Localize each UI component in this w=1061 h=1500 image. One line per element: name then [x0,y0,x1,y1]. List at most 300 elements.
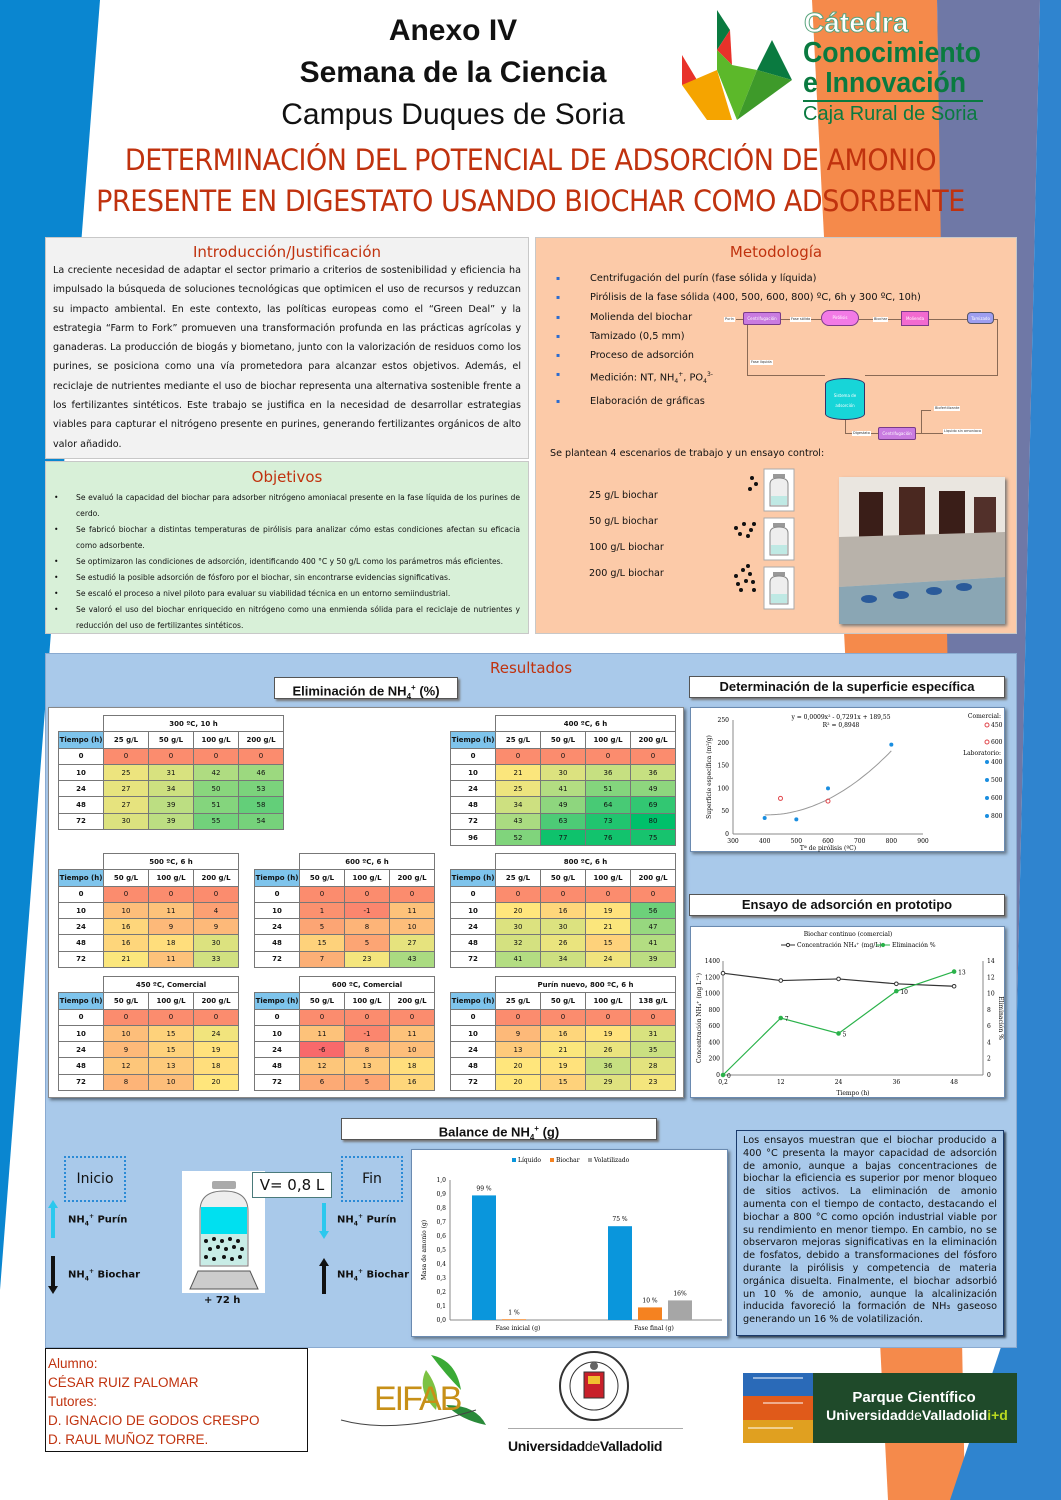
data-label: 16% [673,1290,687,1298]
table-title: 600 ºC, 6 h [300,854,435,870]
flow-label-ammonia-free-liquid: Líquido sin amoniaco [944,429,982,433]
column-header: 100 g/L [149,870,194,886]
column-header: 25 g/L [496,870,541,886]
flow-milling: Molienda [901,311,929,326]
y-axis-label: Masa de amonio (g) [421,1219,428,1281]
y-axis-label: Superficie específica (m²/g) [706,735,713,819]
value-cell: 30 [541,764,586,780]
y2-tick-label: 10 [987,990,995,998]
x-tick-label: 0,2 [718,1079,728,1086]
value-cell: 50 [194,781,239,797]
column-header: 50 g/L [541,993,586,1009]
annex-label: Anexo IV [388,14,518,47]
data-label: 5 [842,1031,847,1039]
column-header: 200 g/L [390,993,435,1009]
y-tick-label: 800 [708,1006,720,1014]
value-cell: 0 [104,886,149,902]
column-header: 25 g/L [104,732,149,748]
y-tick-label: 250 [717,717,729,724]
value-cell: 43 [496,813,541,829]
time-cell: 72 [451,1074,496,1090]
column-header: 50 g/L [104,870,149,886]
value-cell: 16 [541,902,586,918]
table-row [59,1074,239,1090]
value-cell: 19 [541,1058,586,1074]
value-cell: 27 [390,935,435,951]
value-cell: 0 [390,1009,435,1025]
value-cell: 54 [239,813,284,829]
value-cell: 23 [345,951,390,967]
bar [502,1319,526,1320]
scenarios-intro: Se plantean 4 escenarios de trabajo y un ensayo control: [550,448,825,459]
poster-title-line1: DETERMINACIÓN DEL POTENCIAL DE ADSORCIÓN DE AMONIO [124,143,937,177]
time-cell: 24 [255,919,300,935]
time-cell: 72 [451,813,496,829]
table-row [451,1042,676,1058]
column-header: 100 g/L [345,993,390,1009]
value-cell: 36 [586,764,631,780]
y-tick-label: 600 [708,1023,720,1031]
trend-r2: R² = 0,8948 [822,722,860,729]
time-cell: 48 [451,935,496,951]
table-row [59,764,284,780]
table-row [451,813,676,829]
value-cell: 8 [345,919,390,935]
value-cell: 15 [149,1042,194,1058]
table-row [255,1025,435,1041]
value-cell: 52 [496,830,541,846]
value-cell: -1 [345,1025,390,1041]
legend-label: 450 [991,722,1003,729]
arrow-down-icon [48,1256,58,1294]
value-cell: 35 [631,1042,676,1058]
value-cell: 12 [300,1058,345,1074]
time-cell: 72 [255,1074,300,1090]
time-cell: 0 [59,886,104,902]
data-point [763,816,767,820]
intro-section [45,237,529,459]
legend-heading: Laboratorio: [963,750,1001,757]
value-cell: 80 [631,813,676,829]
value-cell: 18 [149,935,194,951]
value-cell: 20 [496,1058,541,1074]
time-cell: 48 [451,797,496,813]
value-cell: 49 [631,781,676,797]
value-cell: 16 [104,919,149,935]
y2-tick-label: 8 [987,1006,991,1014]
legend-label: 400 [991,759,1003,766]
value-cell: 18 [194,1058,239,1074]
data-point [952,984,956,988]
value-cell: 64 [586,797,631,813]
uva-seal [558,1350,630,1422]
value-cell: 0 [149,1009,194,1025]
value-cell: 31 [631,1025,676,1041]
legend-label: Biochar [556,1157,580,1164]
y-tick-label: 0,5 [436,1247,446,1254]
legend-label: 800 [991,813,1003,820]
y-tick-label: 0 [716,1072,720,1079]
value-cell: 69 [631,797,676,813]
y-tick-label: 150 [717,762,729,770]
value-cell: 41 [496,951,541,967]
flow-label-liquid: Fase líquida [751,360,772,364]
table-row [59,951,239,967]
value-cell: 0 [631,1009,676,1025]
start-nh4-biochar: $NH_4^+$ Biochar [68,1268,141,1283]
value-cell: 46 [239,764,284,780]
legend-swatch [512,1158,516,1162]
legend-swatch [588,1158,592,1162]
column-header: 100 g/L [194,732,239,748]
x-tick-label: 900 [917,838,929,845]
logo-divider [803,100,983,102]
value-cell: 39 [631,951,676,967]
time-cell: 24 [451,781,496,797]
column-header: 200 g/L [239,732,284,748]
scenario-bottles-icon [726,466,801,616]
value-cell: 8 [104,1074,149,1090]
flow-label-biochar: Biochar [874,317,888,321]
time-cell: 10 [451,902,496,918]
x-axis-label: Tiempo (h) [836,1090,870,1097]
method-step: ▪ Centrifugación del purín (fase sólida y líquida) [556,269,1016,288]
balance-chart [411,1149,728,1337]
elimination-table [450,853,676,968]
value-cell: 53 [239,781,284,797]
value-cell: 0 [104,748,149,764]
data-label: 7 [784,1016,789,1023]
event-name: Semana de la Ciencia [299,56,607,89]
table-row [59,919,239,935]
method-step: ▪ Medición: NT, $NH_4^+$, $PO_4^{3-}$ [556,365,1016,392]
flow-centrifugation-1: Centrifugación [743,312,781,325]
value-cell: 10 [104,1025,149,1041]
value-cell: -1 [345,902,390,918]
time-cell: 0 [255,886,300,902]
y-tick-label: 0,2 [436,1289,446,1296]
value-cell: 23 [631,1074,676,1090]
table-row [451,1074,676,1090]
value-cell: 32 [496,935,541,951]
table-row [59,781,284,797]
time-cell: 10 [59,764,104,780]
objective-item: • Se fabricó biochar a distintas temperaturas de pirólisis para analizar cómo estas condiciones afectan su eficacia como adsorbente. [54,522,520,554]
table-row [255,919,435,935]
data-point [889,743,893,747]
data-point [895,989,899,993]
arrow-up-icon [319,1258,329,1294]
y-tick-label: 100 [717,785,729,793]
flow-label-biofertilizer: Biofertilizante [935,406,960,410]
table-title: 500 ºC, 6 h [104,854,239,870]
time-cell: 24 [451,1042,496,1058]
parque-cientifico-logo: Parque Científico UniversidaddeValladolidi+d [743,1373,1017,1443]
value-cell: 26 [586,1042,631,1058]
value-cell: -6 [300,1042,345,1058]
value-cell: 10 [390,919,435,935]
surface-area-chart [690,707,1005,852]
table-row [451,764,676,780]
table-row [451,886,676,902]
table-row [255,1042,435,1058]
value-cell: 28 [631,1058,676,1074]
legend-marker [985,740,989,744]
column-header: 25 g/L [496,732,541,748]
surface-title: Determinación de la superficie específica [689,676,1005,698]
logo-text-caja-rural: Caja Rural de Soria [803,103,978,125]
y2-tick-label: 4 [987,1039,991,1047]
value-cell: 25 [104,764,149,780]
student-name: CÉSAR RUIZ PALOMAR [48,1375,199,1390]
table-title: Purín nuevo, 800 ºC, 6 h [496,977,676,993]
legend-marker [881,943,884,946]
data-point [895,982,899,986]
table-row [451,797,676,813]
uva-divider [508,1428,683,1429]
column-header: 50 g/L [300,870,345,886]
table-row [451,951,676,967]
elimination-title: Eliminación de $NH_4^+$ (%) [274,677,458,699]
conclusion-text: Los ensayos muestran que el biochar producido a 400 °C presenta la mayor capacidad de adsorción de amonio, aunque a bajas concentraciones de biochar la eficiencia es superior por menor bloqueo de sitios activos. La eliminación de amonio aumenta con el tiempo de contacto, destacando el biochar a 800 °C como opción industrial viable por su rendimiento en menor tiempo. En cambio, no se observaron mejoras significativas en la eliminación de fosfatos, debido a transformaciones del fósforo durante la pirólisis y competencia de materia orgánica disuelta. Finalmente, el biochar adsorbió un 10 % de amonio, aunque la alcalinización inducida favoreció la formación de NH₃ gaseoso generando un 16 % de volatilización. [736,1130,1004,1336]
column-header: 200 g/L [631,870,676,886]
table-row [451,1009,676,1025]
objective-item: • Se escaló el proceso a nivel piloto para evaluar su viabilidad técnica en un entorno semiindustrial. [54,586,520,602]
table-row [59,1009,239,1025]
column-header: 50 g/L [541,870,586,886]
table-row [59,813,284,829]
x-tick-label: 12 [776,1079,785,1086]
flow-adsorption-system: Sistema de adsorción [825,378,865,420]
y2-tick-label: 12 [987,974,995,982]
flow-pyrolysis: Pirólisis [821,310,859,326]
value-cell: 21 [104,951,149,967]
value-cell: 0 [541,748,586,764]
x-tick-label: 500 [790,838,803,845]
y-tick-label: 400 [708,1039,720,1047]
value-cell: 11 [300,1025,345,1041]
value-cell: 29 [586,1074,631,1090]
value-cell: 34 [149,781,194,797]
table-row [255,1058,435,1074]
data-label: 13 [958,969,966,977]
end-nh4-biochar: $NH_4^+$ Biochar [337,1268,410,1283]
column-header: Tiempo (h) [59,732,104,748]
column-header: Tiempo (h) [451,993,496,1009]
time-cell: 0 [451,748,496,764]
value-cell: 0 [496,748,541,764]
table-title: 400 ºC, 6 h [496,716,676,732]
lab-equipment-photo [839,477,1005,624]
balance-title: Balance de $NH_4^+$ (g) [341,1118,657,1140]
table-row [451,902,676,918]
value-cell: 12 [104,1058,149,1074]
scenario-100: 100 g/L biochar [589,542,664,553]
y2-tick-label: 2 [987,1055,991,1063]
legend-label: Líquido [518,1157,541,1164]
time-cell: 48 [255,935,300,951]
value-cell: 39 [149,813,194,829]
data-point [779,1016,783,1020]
table-title: 450 ºC, Comercial [104,977,239,993]
value-cell: 4 [194,902,239,918]
data-point [721,1073,725,1077]
objective-item: • Se valoró el uso del biochar enriquecido en nitrógeno como una enmienda sólida para el reciclaje de nutrientes y reducción del uso de fertilizantes sintéticos. [54,602,520,634]
time-cell: 72 [59,951,104,967]
y-axis-label: Concentración NH₄⁺ (mg L⁻¹) [696,973,703,1063]
value-cell: 30 [496,919,541,935]
column-header: 25 g/L [496,993,541,1009]
value-cell: 0 [586,886,631,902]
value-cell: 18 [390,1058,435,1074]
method-step: ▪ Proceso de adsorción [556,346,1016,365]
y2-tick-label: 0 [987,1072,991,1079]
objective-item: • Se estudió la posible adsorción de fósforo por el biochar, sin encontrarse evidencias significativas. [54,570,520,586]
table-row [255,902,435,918]
start-label: Inicio [64,1156,126,1202]
legend-swatch [550,1158,554,1162]
objectives-list [46,490,528,634]
table-row [451,919,676,935]
x-tick-label: 36 [892,1079,901,1086]
value-cell: 16 [541,1025,586,1041]
value-cell: 0 [631,886,676,902]
value-cell: 21 [586,919,631,935]
column-header: 200 g/L [194,870,239,886]
y-tick-label: 1400 [704,958,720,965]
y-tick-label: 200 [708,1055,720,1063]
x-tick-label: 800 [885,838,898,845]
trendline [765,751,892,815]
value-cell: 76 [586,830,631,846]
value-cell: 10 [149,1074,194,1090]
value-cell: 20 [496,902,541,918]
value-cell: 47 [631,919,676,935]
time-cell: 10 [59,1025,104,1041]
value-cell: 49 [541,797,586,813]
objectives-title: Objetivos [251,468,323,486]
table-row [59,748,284,764]
duration-label: + 72 h [204,1295,241,1306]
legend-label: 500 [991,777,1003,784]
data-point [721,971,725,975]
value-cell: 11 [149,902,194,918]
time-cell: 48 [59,1058,104,1074]
elimination-table [254,853,435,968]
value-cell: 55 [194,813,239,829]
time-cell: 48 [59,935,104,951]
table-title: 600 ºC, Comercial [300,977,435,993]
bar [608,1226,632,1320]
time-cell: 0 [451,886,496,902]
value-cell: 63 [541,813,586,829]
table-row [59,797,284,813]
uva-logo-text: UniversidaddeValladolid [508,1438,663,1454]
bar [472,1195,496,1320]
column-header: 50 g/L [104,993,149,1009]
data-label: 0 [727,1073,731,1080]
table-row [255,935,435,951]
x-tick-label: Fase final (g) [634,1325,674,1332]
time-cell: 10 [451,1025,496,1041]
time-cell: 10 [255,1025,300,1041]
value-cell: 5 [345,935,390,951]
value-cell: 0 [496,1009,541,1025]
value-cell: 34 [541,951,586,967]
table-row [59,1042,239,1058]
logo-text-catedra: Cátedra [804,7,909,38]
table-row [59,902,239,918]
value-cell: 41 [541,781,586,797]
value-cell: 24 [194,1025,239,1041]
intro-title: Introducción/Justificación [192,243,382,261]
value-cell: 30 [194,935,239,951]
column-header: 138 g/L [631,993,676,1009]
flow-centrifugation-2: Centrifugación [878,427,916,440]
value-cell: 51 [194,797,239,813]
data-point [826,786,830,790]
x-tick-label: 700 [853,838,866,845]
x-tick-label: Fase inicial (g) [495,1325,541,1332]
value-cell: 0 [390,886,435,902]
y2-tick-label: 14 [987,958,995,965]
column-header: Tiempo (h) [451,870,496,886]
table-row [451,1025,676,1041]
column-header: 200 g/L [631,732,676,748]
column-header: 100 g/L [149,993,194,1009]
time-cell: 48 [451,1058,496,1074]
legend-label: 600 [991,795,1003,802]
table-row [451,935,676,951]
y-tick-label: 0,6 [436,1233,446,1240]
flow-label-solid: Fase sólida [791,317,811,321]
value-cell: 21 [541,1042,586,1058]
time-cell: 0 [255,1009,300,1025]
y-tick-label: 0 [725,831,729,838]
value-cell: 19 [586,902,631,918]
data-point [779,796,783,800]
value-cell: 36 [586,1058,631,1074]
value-cell: 19 [586,1025,631,1041]
legend-heading: Comercial: [967,713,1001,720]
value-cell: 0 [239,748,284,764]
value-cell: 0 [300,1009,345,1025]
legend-marker [985,814,989,818]
legend-marker [985,778,989,782]
table-row [255,951,435,967]
value-cell: 33 [194,951,239,967]
value-cell: 6 [300,1074,345,1090]
y-tick-label: 0,1 [436,1303,446,1310]
tutor-name: D. IGNACIO DE GODOS CRESPO [48,1413,260,1428]
value-cell: 39 [149,797,194,813]
value-cell: 13 [149,1058,194,1074]
scenario-50: 50 g/L biochar [589,516,658,527]
value-cell: 0 [149,748,194,764]
legend-label: Eliminación % [892,942,936,949]
time-cell: 10 [451,764,496,780]
value-cell: 34 [496,797,541,813]
value-cell: 0 [194,748,239,764]
x-axis-label: Tª de pirólisis (ºC) [799,845,857,852]
value-cell: 77 [541,830,586,846]
value-cell: 9 [194,919,239,935]
table-row [451,830,676,846]
table-row [59,886,239,902]
value-cell: 75 [631,830,676,846]
value-cell: 15 [586,935,631,951]
value-cell: 0 [149,886,194,902]
